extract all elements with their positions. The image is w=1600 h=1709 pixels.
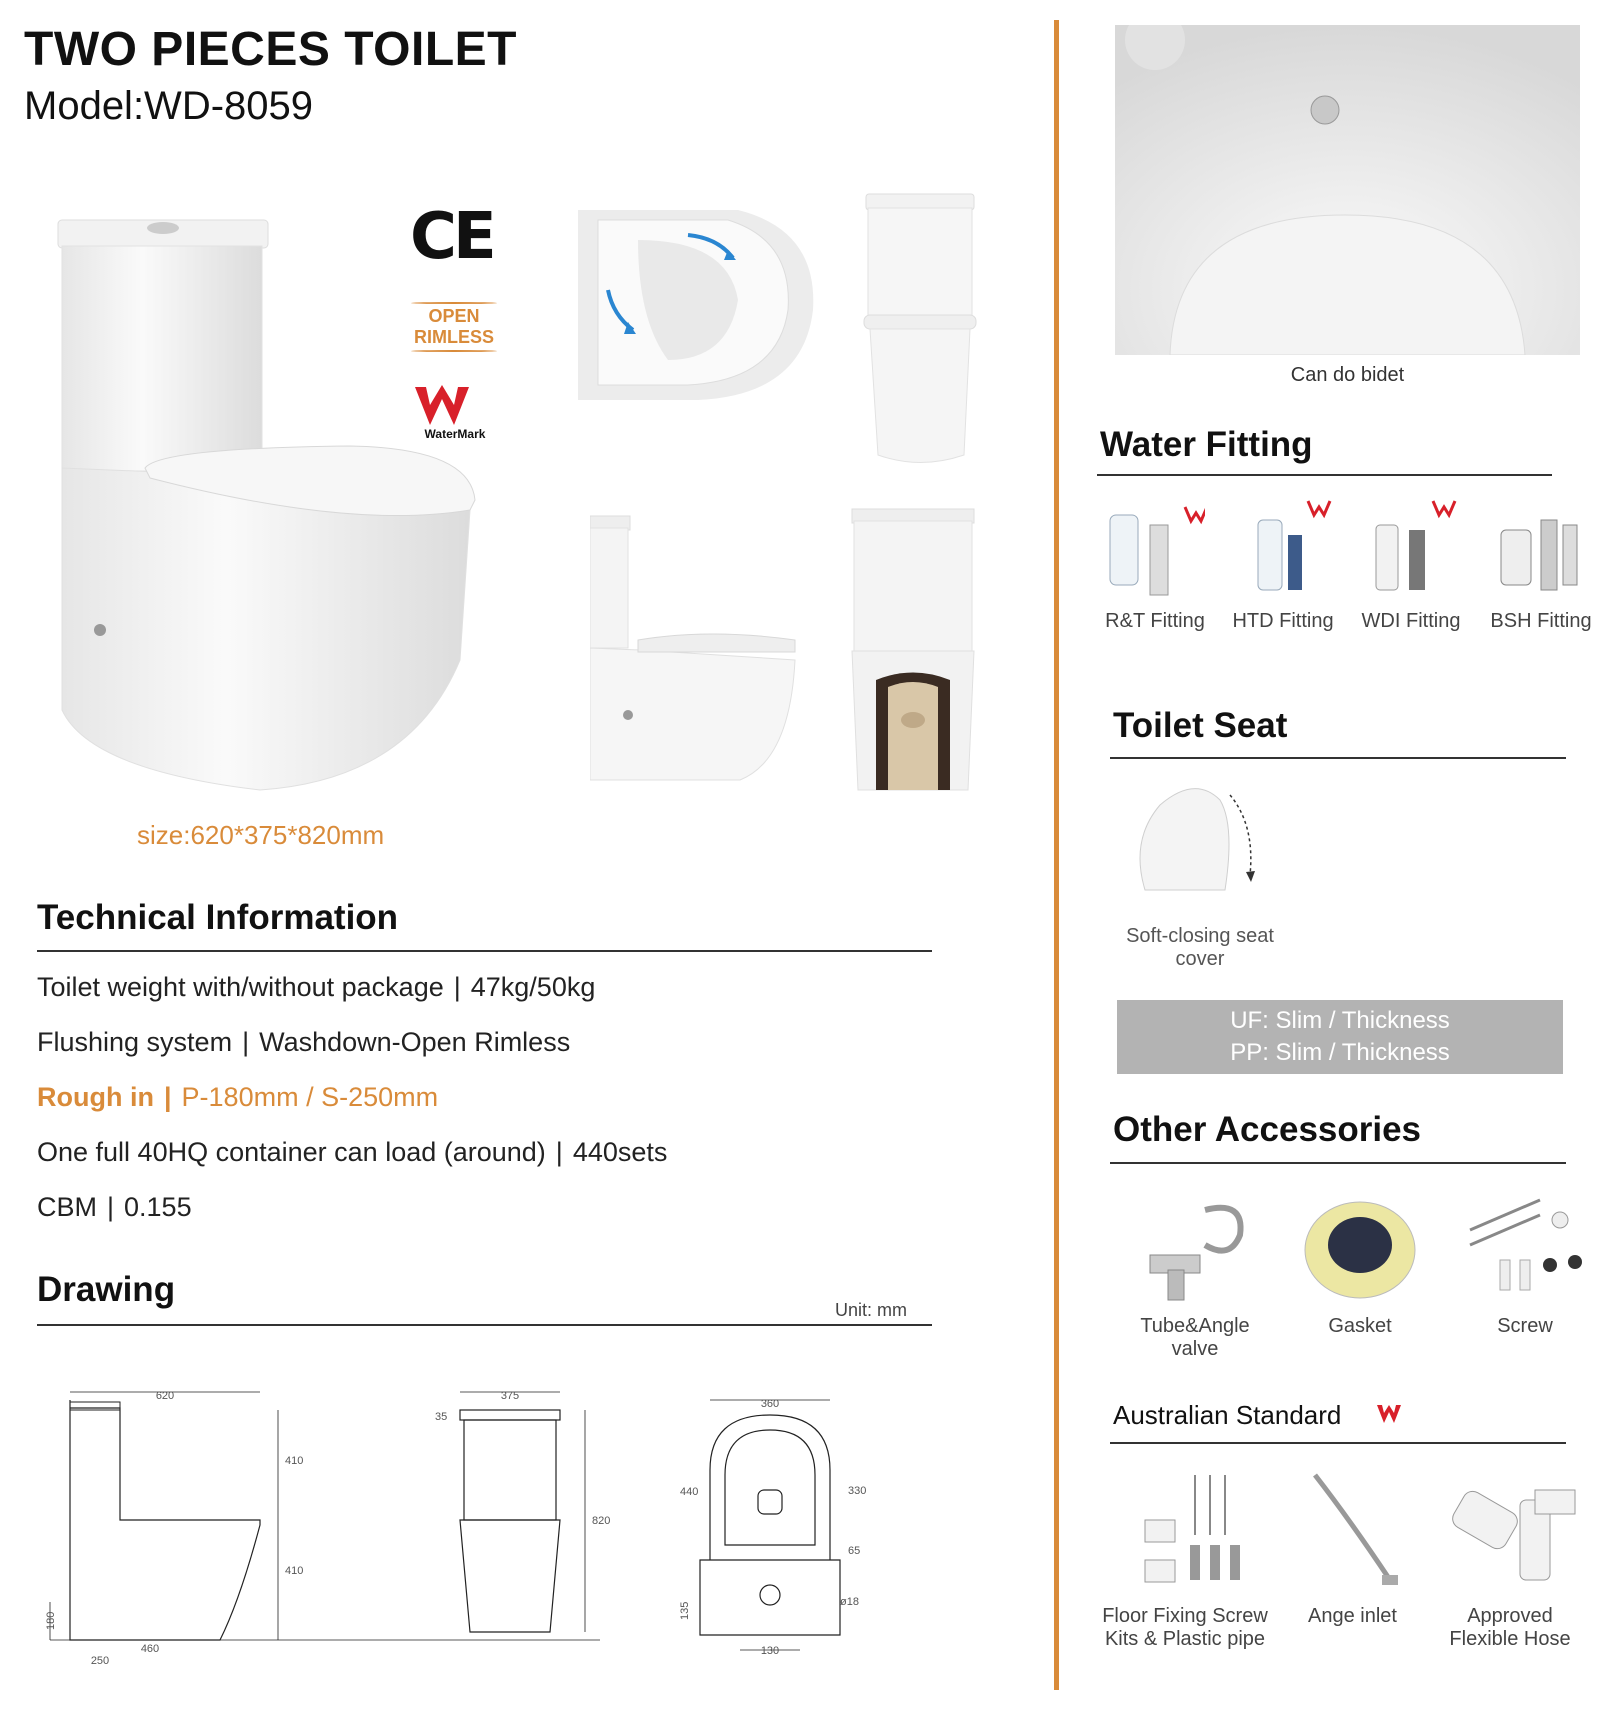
htd-fitting-image: [1223, 495, 1333, 605]
accessory-tube-valve: [1120, 1190, 1270, 1361]
fitting-label: R&T Fitting: [1105, 610, 1205, 632]
watermark-small-icon: [1375, 1403, 1409, 1429]
column-divider: [1054, 20, 1059, 1690]
open-rimless-line1: OPEN: [428, 306, 480, 326]
bowl-top-view-image: [578, 210, 818, 410]
dim-hole-dia: ø18: [840, 1596, 859, 1608]
technical-title: Technical Information: [37, 898, 399, 937]
toilet-seat-title: Toilet Seat: [1113, 706, 1288, 745]
fixing-kit-image: [1095, 1460, 1275, 1600]
dim-side-width: 620: [155, 1390, 175, 1402]
accessory-screw: [1450, 1190, 1600, 1338]
fitting-item-bsh: [1481, 495, 1600, 633]
flexible-hose-image: [1425, 1460, 1595, 1600]
accessories-list: [1120, 1190, 1600, 1360]
aus-item-ange-inlet: [1270, 1460, 1435, 1628]
aus-item-fixing-kit: [1095, 1460, 1275, 1651]
seat-options-box: [1117, 1000, 1563, 1074]
fitting-item-htd: [1223, 495, 1343, 633]
aus-item-flexible-hose: [1425, 1460, 1595, 1651]
australian-list: [1095, 1460, 1600, 1660]
wdi-fitting-image: [1351, 495, 1461, 605]
dim-rough-p: 180: [45, 1611, 57, 1630]
dim-rough-s: 250: [90, 1655, 110, 1667]
water-fitting-rule: [1097, 474, 1552, 476]
dim-outlet-w: 130: [760, 1645, 780, 1657]
seat-caption-line1: Soft-closing seat: [1126, 925, 1274, 947]
technical-drawing: [40, 1380, 940, 1700]
ce-mark: CE: [410, 200, 493, 274]
technical-rule: [37, 950, 932, 952]
fitting-item-rt: [1095, 495, 1215, 633]
unit-label: Unit: mm: [835, 1300, 907, 1320]
accessory-label: Ange inlet: [1308, 1605, 1397, 1627]
tube-valve-image: [1120, 1190, 1270, 1310]
accessory-label: Floor Fixing Screw Kits & Plastic pipe: [1102, 1605, 1268, 1650]
ange-inlet-image: [1270, 1460, 1435, 1600]
dim-base-len: 460: [140, 1643, 160, 1655]
australian-rule: [1110, 1442, 1566, 1444]
dim-bowl-height: 410: [285, 1565, 304, 1577]
size-label: size:620*375*820mm: [137, 820, 385, 850]
dim-depth: 440: [680, 1486, 699, 1498]
fitting-label: BSH Fitting: [1490, 610, 1592, 632]
dim-rear: 135: [679, 1601, 691, 1620]
bidet-photo: [1115, 25, 1580, 355]
toilet-seat-rule: [1110, 757, 1566, 759]
main-toilet-image: [50, 210, 490, 800]
front-view-image: [860, 190, 980, 470]
tech-row-weight: Toilet weight with/without package | 47kg/50kg: [37, 972, 596, 1002]
seat-cover-image: [1120, 780, 1270, 910]
dim-total-height: 820: [592, 1515, 611, 1527]
australian-title: Australian Standard: [1113, 1400, 1342, 1430]
accessories-rule: [1110, 1162, 1566, 1164]
tech-row-flushing: Flushing system | Washdown-Open Rimless: [37, 1027, 571, 1057]
drawing-title: Drawing: [37, 1270, 176, 1309]
accessory-label: Gasket: [1328, 1315, 1392, 1337]
gasket-image: [1285, 1190, 1435, 1310]
open-rimless-line2: RIMLESS: [413, 327, 494, 347]
dim-hole-off: 65: [848, 1545, 861, 1557]
accessory-gasket: [1285, 1190, 1435, 1338]
screw-image: [1450, 1190, 1600, 1310]
tech-row-rough-in: Rough in | P-180mm / S-250mm: [37, 1082, 439, 1112]
back-view-image: [848, 505, 978, 795]
accessory-label: Screw: [1497, 1315, 1553, 1337]
fitting-label: WDI Fitting: [1361, 610, 1461, 632]
fitting-label: HTD Fitting: [1232, 610, 1334, 632]
dim-tank-height: 410: [285, 1455, 304, 1467]
bidet-caption: Can do bidet: [1290, 364, 1405, 386]
dim-lid: 35: [435, 1411, 448, 1423]
accessories-title: Other Accessories: [1113, 1110, 1422, 1149]
fitting-item-wdi: [1351, 495, 1471, 633]
model-number: Model:WD-8059: [24, 84, 314, 128]
seat-caption-line2: cover: [1175, 948, 1225, 970]
watermark-logo: [410, 385, 500, 441]
water-fitting-list: [1095, 495, 1595, 645]
dim-front-width: 375: [500, 1390, 520, 1402]
bsh-fitting-image: [1481, 495, 1591, 605]
rt-fitting-image: [1095, 495, 1205, 605]
dim-top-width: 360: [760, 1398, 780, 1410]
dim-seat-len: 330: [848, 1485, 867, 1497]
accessory-label: Approved Flexible Hose: [1449, 1605, 1571, 1650]
open-rimless-badge: [406, 300, 502, 354]
seat-option-pp: PP: Slim / Thickness: [1230, 1039, 1450, 1066]
drawing-rule: [37, 1324, 932, 1326]
watermark-text: WaterMark: [424, 427, 486, 441]
side-view-image: [590, 510, 800, 790]
seat-caption: [1110, 925, 1290, 971]
accessory-label: Tube&Angle valve: [1140, 1315, 1250, 1360]
tech-row-cbm: CBM | 0.155: [37, 1192, 192, 1222]
seat-option-uf: UF: Slim / Thickness: [1230, 1007, 1450, 1034]
tech-row-container: One full 40HQ container can load (around) | 440sets: [37, 1137, 668, 1167]
page-title: TWO PIECES TOILET: [24, 23, 517, 76]
water-fitting-title: Water Fitting: [1100, 425, 1313, 464]
